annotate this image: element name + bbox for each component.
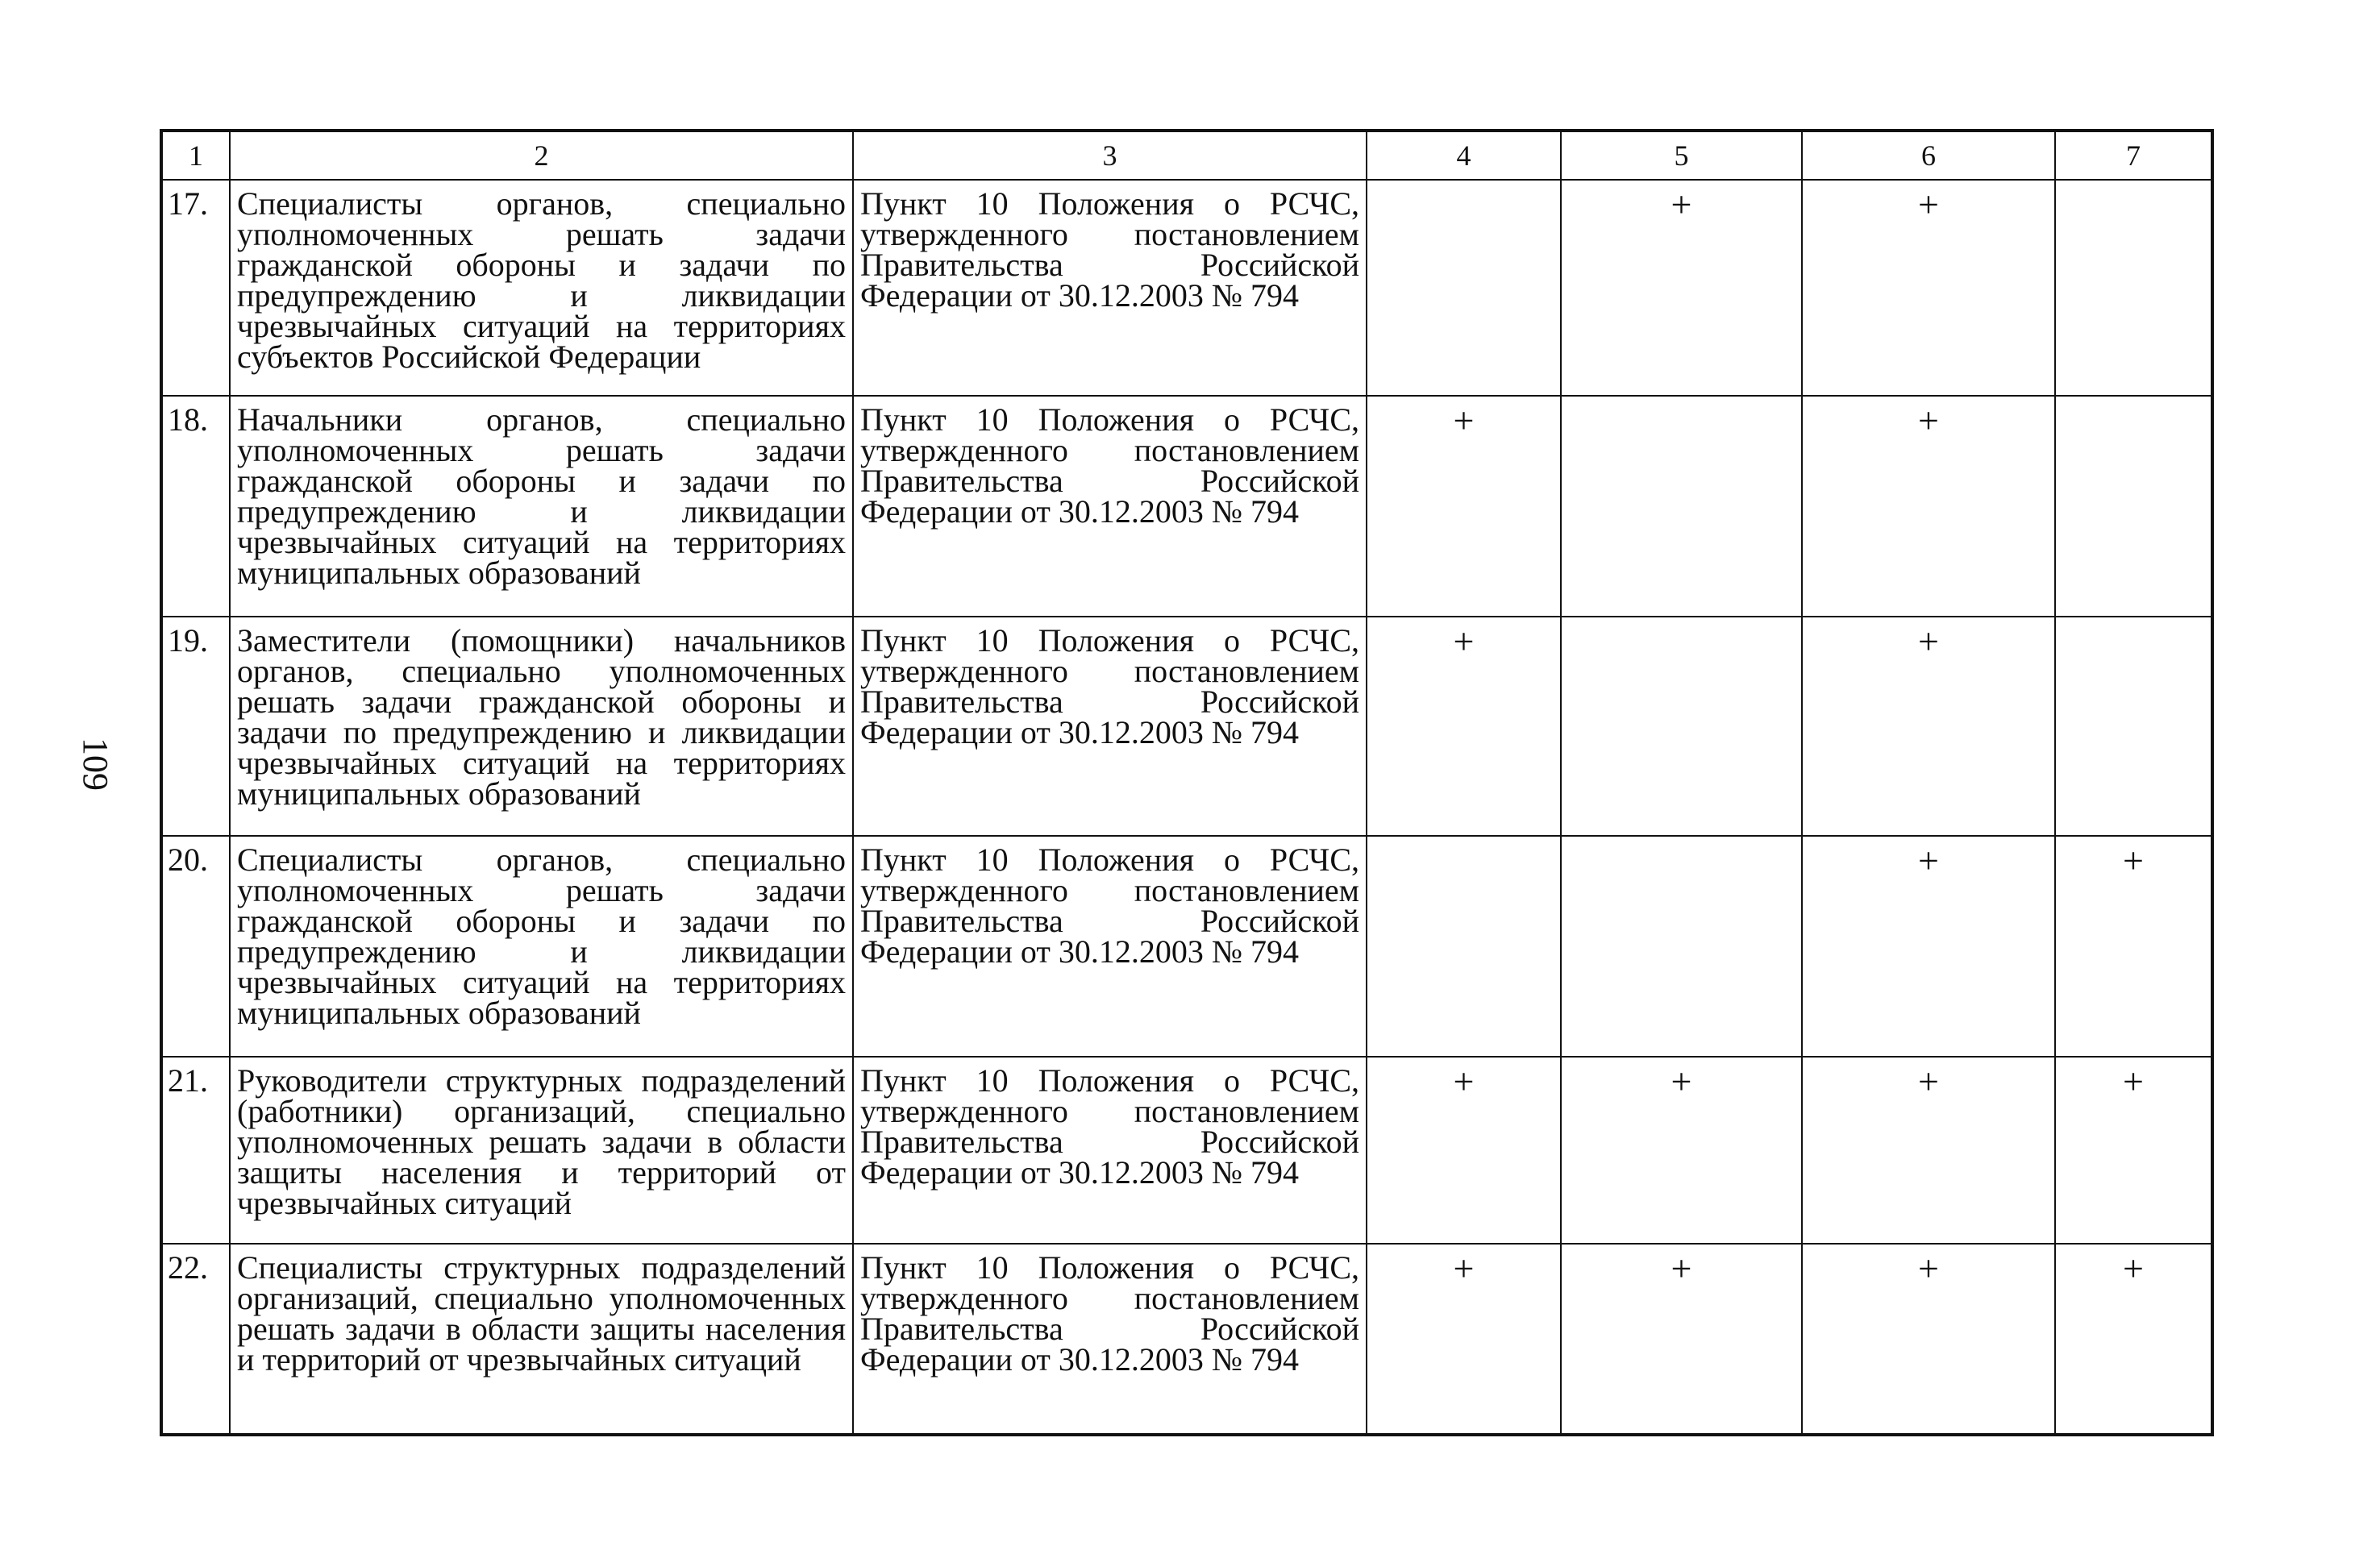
- row-number: 19.: [161, 617, 230, 836]
- mark-cell-6: +: [1802, 396, 2055, 617]
- row-number: 20.: [161, 836, 230, 1057]
- basis-cell: Пункт 10 Положения о РСЧС, утвержденного постановлением Правительства Российской Федерации от 30.12.2003 № 794: [853, 836, 1367, 1057]
- mark-cell-7: +: [2055, 1057, 2212, 1244]
- category-cell: Специалисты органов, специально уполномоченных решать задачи гражданской обороны и задачи по предупреждению и ликвидации чрезвычайных ситуаций на территориях субъектов Российской Федерации: [230, 180, 853, 396]
- category-cell: Специалисты структурных подразделений организаций, специально уполномоченных решать задачи в области защиты населения и территорий от чрезвычайных ситуаций: [230, 1244, 853, 1435]
- mark-cell-6: +: [1802, 1057, 2055, 1244]
- mark-cell-5: +: [1561, 1244, 1802, 1435]
- mark-cell-5: +: [1561, 180, 1802, 396]
- row-number: 22.: [161, 1244, 230, 1435]
- mark-cell-6: +: [1802, 180, 2055, 396]
- basis-cell: Пункт 10 Положения о РСЧС, утвержденного постановлением Правительства Российской Федерации от 30.12.2003 № 794: [853, 1244, 1367, 1435]
- mark-cell-5: [1561, 396, 1802, 617]
- mark-cell-4: +: [1367, 396, 1561, 617]
- mark-cell-4: +: [1367, 617, 1561, 836]
- category-cell: Заместители (помощники) начальников органов, специально уполномоченных решать задачи гражданской обороны и задачи по предупреждению и ликвидации чрезвычайных ситуаций на территориях муниципальных образований: [230, 617, 853, 836]
- table-row: [161, 617, 2212, 836]
- basis-cell: Пункт 10 Положения о РСЧС, утвержденного постановлением Правительства Российской Федерации от 30.12.2003 № 794: [853, 1057, 1367, 1244]
- mark-cell-5: +: [1561, 1057, 1802, 1244]
- header-cell-3: 3: [853, 131, 1367, 180]
- table-header-row: [161, 131, 2212, 180]
- mark-cell-6: +: [1802, 836, 2055, 1057]
- category-cell: Руководители структурных подразделений (работники) организаций, специально уполномоченных решать задачи в области защиты населения и территорий от чрезвычайных ситуаций: [230, 1057, 853, 1244]
- mark-cell-4: [1367, 180, 1561, 396]
- row-number: 17.: [161, 180, 230, 396]
- category-cell: Начальники органов, специально уполномоченных решать задачи гражданской обороны и задачи по предупреждению и ликвидации чрезвычайных ситуаций на территориях муниципальных образований: [230, 396, 853, 617]
- mark-cell-4: [1367, 836, 1561, 1057]
- category-cell: Специалисты органов, специально уполномоченных решать задачи гражданской обороны и задачи по предупреждению и ликвидации чрезвычайных ситуаций на территориях муниципальных образований: [230, 836, 853, 1057]
- mark-cell-7: [2055, 396, 2212, 617]
- table-row: [161, 1057, 2212, 1244]
- table-row: [161, 836, 2212, 1057]
- mark-cell-5: [1561, 836, 1802, 1057]
- header-cell-7: 7: [2055, 131, 2212, 180]
- page-number: 109: [76, 738, 115, 791]
- mark-cell-6: +: [1802, 617, 2055, 836]
- mark-cell-7: +: [2055, 836, 2212, 1057]
- table-row: [161, 1244, 2212, 1435]
- header-cell-4: 4: [1367, 131, 1561, 180]
- mark-cell-5: [1561, 617, 1802, 836]
- table-row: [161, 396, 2212, 617]
- mark-cell-7: [2055, 617, 2212, 836]
- row-number: 18.: [161, 396, 230, 617]
- basis-cell: Пункт 10 Положения о РСЧС, утвержденного постановлением Правительства Российской Федерации от 30.12.2003 № 794: [853, 617, 1367, 836]
- mark-cell-4: +: [1367, 1244, 1561, 1435]
- mark-cell-4: +: [1367, 1057, 1561, 1244]
- row-number: 21.: [161, 1057, 230, 1244]
- header-cell-1: 1: [161, 131, 230, 180]
- header-cell-5: 5: [1561, 131, 1802, 180]
- table-row: [161, 180, 2212, 396]
- mark-cell-7: +: [2055, 1244, 2212, 1435]
- mark-cell-6: +: [1802, 1244, 2055, 1435]
- training-table: [160, 129, 2214, 1436]
- mark-cell-7: [2055, 180, 2212, 396]
- header-cell-2: 2: [230, 131, 853, 180]
- basis-cell: Пункт 10 Положения о РСЧС, утвержденного постановлением Правительства Российской Федерации от 30.12.2003 № 794: [853, 180, 1367, 396]
- header-cell-6: 6: [1802, 131, 2055, 180]
- basis-cell: Пункт 10 Положения о РСЧС, утвержденного постановлением Правительства Российской Федерации от 30.12.2003 № 794: [853, 396, 1367, 617]
